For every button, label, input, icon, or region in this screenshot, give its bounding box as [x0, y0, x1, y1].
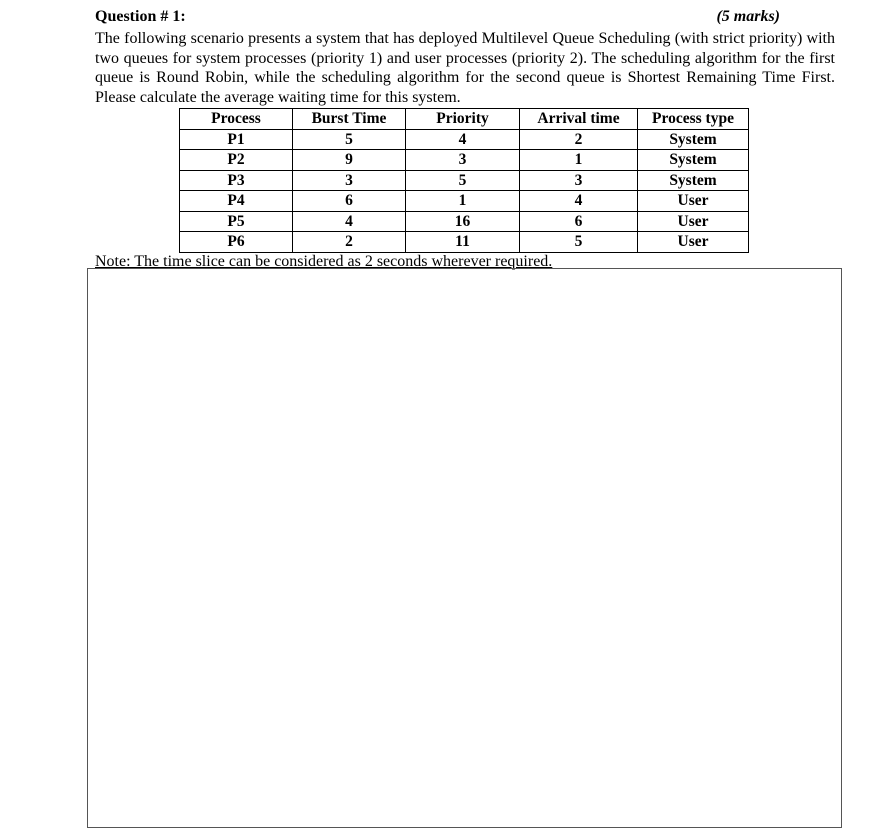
process-table	[179, 108, 749, 253]
table-row	[180, 129, 749, 150]
header-process-type: Process type	[638, 109, 749, 130]
table-row	[180, 191, 749, 212]
cell-process: P5	[180, 211, 293, 232]
question-title: Question # 1:	[95, 8, 186, 25]
header-burst-time: Burst Time	[293, 109, 406, 130]
cell-arrival-time: 1	[520, 150, 638, 171]
cell-burst-time: 9	[293, 150, 406, 171]
question-marks: (5 marks)	[716, 8, 780, 25]
question-header	[95, 8, 780, 30]
cell-arrival-time: 6	[520, 211, 638, 232]
table-row	[180, 150, 749, 171]
cell-priority: 1	[406, 191, 520, 212]
cell-burst-time: 4	[293, 211, 406, 232]
header-process: Process	[180, 109, 293, 130]
question-text: The following scenario presents a system that has deployed Multilevel Queue Scheduling (with strict priority) with two queues for system processes (priority 1) and user processes (priority 2). The scheduling algorithm for the first queue is Round Robin, while the scheduling algorithm for the second queue is Shortest Remaining Time First. Please calculate the average waiting time for this system.	[95, 30, 835, 106]
header-arrival-time: Arrival time	[520, 109, 638, 130]
cell-burst-time: 2	[293, 232, 406, 253]
cell-priority: 16	[406, 211, 520, 232]
time-slice-note: Note: The time slice can be considered as 2 seconds wherever required.	[95, 253, 553, 270]
cell-arrival-time: 2	[520, 129, 638, 150]
answer-box[interactable]	[87, 268, 842, 828]
cell-priority: 11	[406, 232, 520, 253]
cell-priority: 4	[406, 129, 520, 150]
cell-burst-time: 6	[293, 191, 406, 212]
cell-process: P4	[180, 191, 293, 212]
cell-process: P6	[180, 232, 293, 253]
cell-process: P1	[180, 129, 293, 150]
header-priority: Priority	[406, 109, 520, 130]
cell-burst-time: 5	[293, 129, 406, 150]
cell-arrival-time: 5	[520, 232, 638, 253]
table-header-row	[180, 109, 749, 130]
cell-process-type: User	[638, 232, 749, 253]
cell-arrival-time: 4	[520, 191, 638, 212]
cell-priority: 3	[406, 150, 520, 171]
cell-process: P2	[180, 150, 293, 171]
cell-process-type: User	[638, 211, 749, 232]
cell-process-type: System	[638, 129, 749, 150]
cell-burst-time: 3	[293, 170, 406, 191]
cell-process-type: User	[638, 191, 749, 212]
table-row	[180, 211, 749, 232]
cell-process-type: System	[638, 150, 749, 171]
table-row	[180, 232, 749, 253]
cell-priority: 5	[406, 170, 520, 191]
table-row	[180, 170, 749, 191]
cell-process-type: System	[638, 170, 749, 191]
cell-process: P3	[180, 170, 293, 191]
cell-arrival-time: 3	[520, 170, 638, 191]
